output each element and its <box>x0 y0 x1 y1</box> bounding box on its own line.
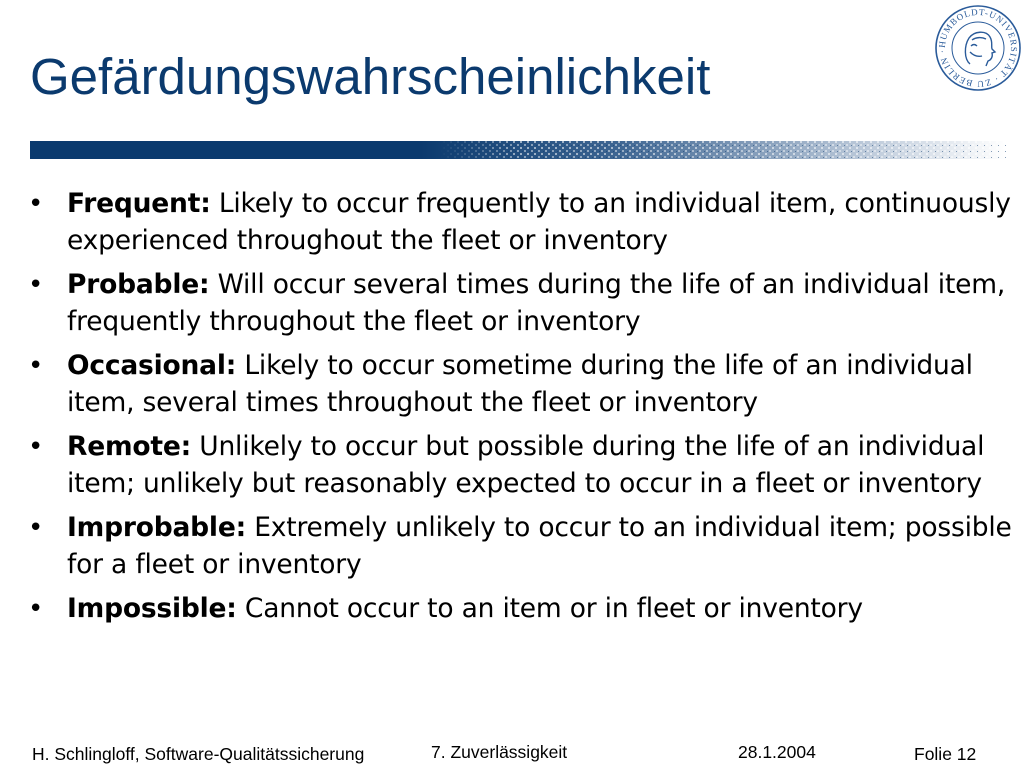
item-term: Remote: <box>67 431 192 462</box>
list-item-frequent <box>28 186 1013 259</box>
list-item-probable <box>28 267 1013 340</box>
footer-author: H. Schlingloff, Software-Qualitätssicherung <box>32 744 365 764</box>
footer-date: 28.1.2004 <box>738 742 816 762</box>
footer-chapter: 7. Zuverlässigkeit <box>431 742 568 762</box>
item-text: Extremely unlikely to occur to an individual item; possible for a fleet or inventory <box>67 512 1012 580</box>
item-text: Likely to occur sometime during the life of an individual item, several times throughout the fleet or inventory <box>67 350 973 418</box>
item-text: Cannot occur to an item or in fleet or inventory <box>236 593 863 624</box>
item-text: Unlikely to occur but possible during the life of an individual item; unlikely but reasonably expected to occur in a fleet or inventory <box>67 431 985 499</box>
list-item-impossible <box>28 591 1013 628</box>
probability-list <box>28 186 1013 636</box>
item-term: Improbable: <box>67 512 246 543</box>
item-term: Probable: <box>67 269 210 300</box>
item-term: Impossible: <box>67 593 237 624</box>
bullet-icon: • <box>28 513 44 543</box>
item-text: Will occur several times during the life of an individual item, frequently throughout the fleet or inventory <box>67 269 1006 337</box>
item-text: Likely to occur frequently to an individual item, continuously experienced throughout the fleet or inventory <box>67 188 1011 256</box>
list-item-improbable <box>28 510 1013 583</box>
svg-text:HUMBOLDT-UNIVERSITÄT · ZU BERL: HUMBOLDT-UNIVERSITÄT · ZU BERLIN · <box>936 6 1020 90</box>
bullet-icon: • <box>28 432 44 462</box>
university-seal-logo <box>934 4 1022 92</box>
bullet-icon: • <box>28 189 44 219</box>
item-term: Occasional: <box>67 350 237 381</box>
bullet-icon: • <box>28 270 44 300</box>
bullet-icon: • <box>28 594 44 624</box>
title-divider-bar <box>30 141 1006 159</box>
item-term: Frequent: <box>67 188 211 219</box>
list-item-remote <box>28 429 1013 502</box>
footer-slide-number: Folie 12 <box>914 744 977 764</box>
list-item-occasional <box>28 348 1013 421</box>
slide-title: Gefärdungswahrscheinlichkeit <box>30 48 711 105</box>
bullet-icon: • <box>28 351 44 381</box>
